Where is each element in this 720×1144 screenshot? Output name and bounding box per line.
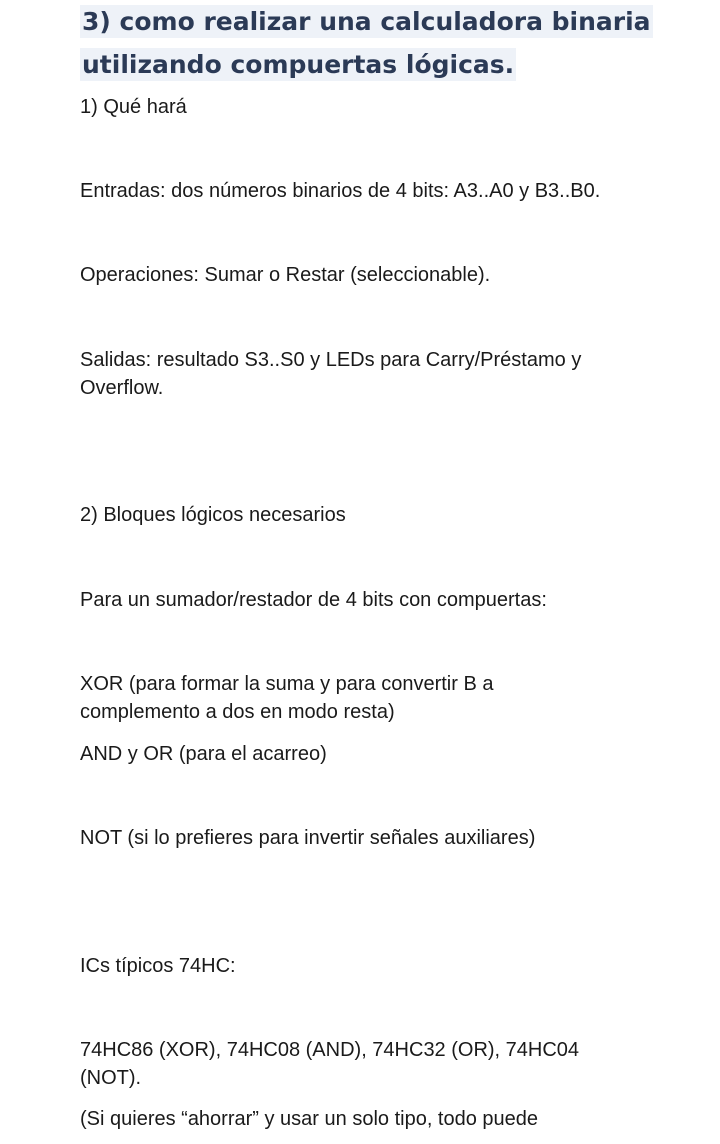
outputs-text (80, 346, 660, 402)
intro-text: Para un sumador/restador de 4 bits con compuertas: (80, 589, 547, 611)
title-line-1: 3) como realizar una calculadora binaria (82, 7, 651, 36)
ics-line-1: 74HC86 (XOR), 74HC08 (AND), 74HC32 (OR), 74HC04 (80, 1039, 580, 1061)
ics-line-2: (NOT). (80, 1067, 142, 1089)
note-text: (Si quieres “ahorrar” y usar un solo tipo, todo puede (80, 1108, 539, 1130)
outputs-line-2: Overflow. (80, 377, 164, 399)
title-line-2: utilizando compuertas lógicas. (82, 50, 515, 79)
xor-text (80, 670, 660, 726)
ics-text (80, 1036, 660, 1092)
not-text: NOT (si lo prefieres para invertir señales auxiliares) (80, 827, 536, 849)
section-1-title: 1) Qué hará (80, 96, 187, 118)
page-title (80, 0, 680, 86)
xor-line-1: XOR (para formar la suma y para convertir B a (80, 673, 494, 695)
and-or-text: AND y OR (para el acarreo) (80, 743, 327, 765)
section-2-title: 2) Bloques lógicos necesarios (80, 504, 346, 526)
inputs-text: Entradas: dos números binarios de 4 bits: A3..A0 y B3..B0. (80, 180, 601, 202)
outputs-line-1: Salidas: resultado S3..S0 y LEDs para Carry/Préstamo y (80, 349, 582, 371)
ics-title: ICs típicos 74HC: (80, 955, 236, 977)
operations-text: Operaciones: Sumar o Restar (seleccionable). (80, 264, 491, 286)
xor-line-2: complemento a dos en modo resta) (80, 701, 395, 723)
